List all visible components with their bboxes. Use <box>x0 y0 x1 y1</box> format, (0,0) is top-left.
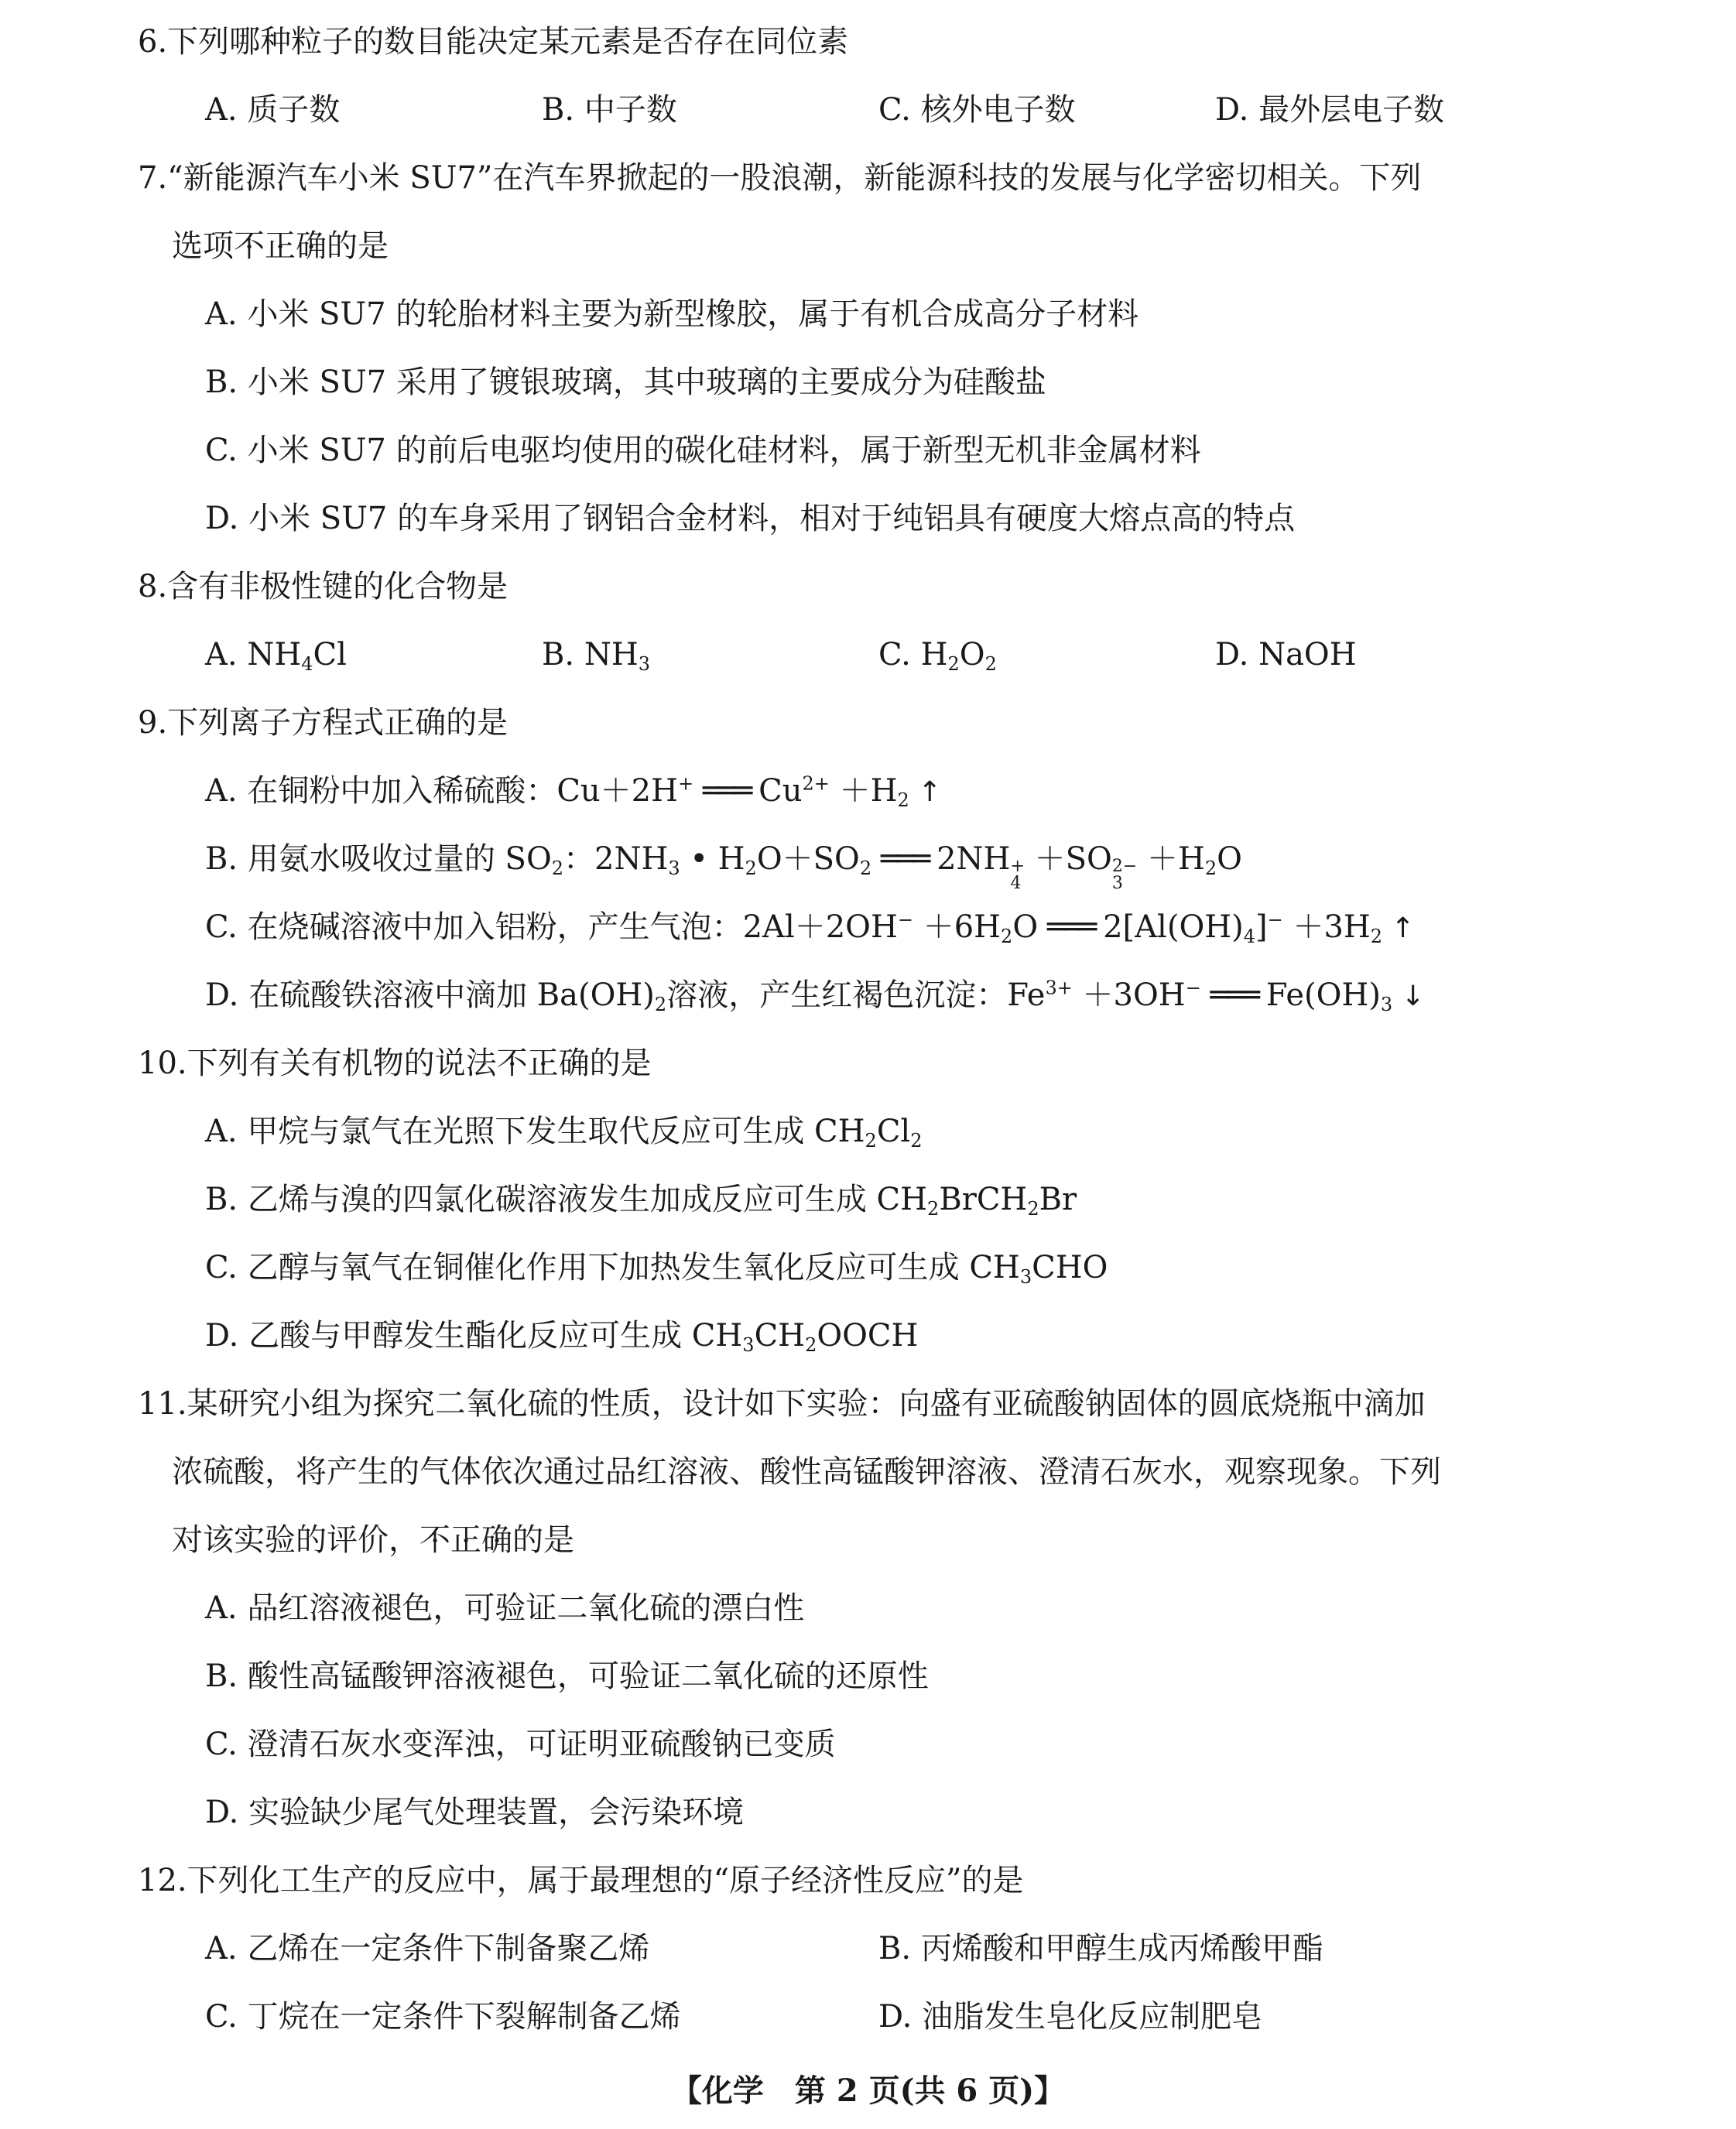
q7-stem-line1: 7.“新能源汽车小米 SU7”在汽车界掀起的一股浪潮，新能源科技的发展与化学密切相关。下列 <box>138 160 1422 196</box>
q6-option-d: D. 最外层电子数 <box>1215 92 1445 128</box>
q8-option-b: B. $NH_3$ <box>542 637 650 676</box>
q8-option-d: D. NaOH <box>1215 637 1357 673</box>
page-footer: 【化学 第 2 页(共 6 页)】 <box>670 2073 1066 2109</box>
q8-option-c: C. $H_2O_2$ <box>878 637 997 676</box>
emphasis-char: 正 • <box>265 228 296 265</box>
q12-option-b: B. 丙烯酸和甲醇生成丙烯酸甲酯 <box>878 1931 1323 1966</box>
q12-option-c: C. 丁烷在一定条件下裂解制备乙烯 <box>205 1999 681 2035</box>
q11-option-c: C. 澄清石灰水变浑浊，可证明亚硫酸钠已变质 <box>205 1727 836 1762</box>
q7-option-c: C. 小米 SU7 的前后电驱均使用的碳化硅材料，属于新型无机非金属材料 <box>205 433 1201 468</box>
q9-option-c: C. 在烧碱溶液中加入铝粉，产生气泡：$2Al+2OH^- +6H_2O$ ═══ $2[Al(OH)_4]^- +3H_2$ ↑ <box>205 909 1415 948</box>
emphasis-char: 不 • <box>497 1045 528 1082</box>
q12-option-a: A. 乙烯在一定条件下制备聚乙烯 <box>205 1931 650 1966</box>
q12-stem: 12.下列化工生产的反应中，属于最理想的“原子经济性反应”的是 <box>138 1863 1024 1898</box>
q7-option-d: D. 小米 SU7 的车身采用了钢铝合金材料，相对于纯铝具有硬度大熔点高的特点 <box>205 501 1296 536</box>
q9-option-b: B. 用氨水吸收过量的 $SO_2$：$2NH_3$ • $H_2O+SO_2$ ═══ 2NH + 4 ＋SO 2− 3 $+H_2O$ <box>205 841 1242 894</box>
q11-stem-line1: 11.某研究小组为探究二氧化硫的性质，设计如下实验：向盛有亚硫酸钠固体的圆底烧瓶中滴加 <box>138 1386 1426 1422</box>
emphasis-char: 正 • <box>450 1521 481 1559</box>
q6-option-c: C. 核外电子数 <box>878 92 1076 128</box>
q11-stem-line3: 对该实验的评价，不 •正 •确 •的是 <box>172 1521 574 1559</box>
q9-option-d: D. 在硫酸铁溶液中滴加 $Ba(OH)_2$溶液，产生红褐色沉淀：$Fe^{3+} +3OH^-$ ═══ $Fe(OH)_3$ ↓ <box>205 977 1425 1016</box>
emphasis-char: 不 • <box>419 1521 450 1559</box>
q10-option-a: A. 甲烷与氯气在光照下发生取代反应可生成 $CH_2Cl_2$ <box>205 1114 923 1152</box>
q8-option-a: A. $NH_4Cl$ <box>205 637 347 676</box>
q9-stem: 9.下列离子方程式正确的是 <box>138 705 508 741</box>
q11-stem-line2: 浓硫酸，将产生的气体依次通过品红溶液、酸性高锰酸钾溶液、澄清石灰水，观察现象。下列 <box>172 1454 1441 1490</box>
emphasis-char: 确 • <box>296 228 327 265</box>
q7-option-a: A. 小米 SU7 的轮胎材料主要为新型橡胶，属于有机合成高分子材料 <box>205 296 1139 332</box>
q6-option-a: A. 质子数 <box>205 92 341 128</box>
q10-option-b: B. 乙烯与溴的四氯化碳溶液发生加成反应可生成 $CH_2BrCH_2Br$ <box>205 1182 1077 1220</box>
q6-option-b: B. 中子数 <box>542 92 677 128</box>
emphasis-char: 确 • <box>559 1045 590 1082</box>
emphasis-char: 正 • <box>528 1045 559 1082</box>
q9-option-a: A. 在铜粉中加入稀硫酸：Cu＋2H+ ═══ $Cu^{2+} +H_2$ ↑ <box>205 772 942 812</box>
emphasis-char: 确 • <box>481 1521 512 1559</box>
q10-option-d: D. 乙酸与甲醇发生酯化反应可生成 $CH_3CH_2OOCH$ <box>205 1318 919 1357</box>
emphasis-char: 不 • <box>234 228 265 265</box>
q10-stem: 10.下列有关有机物的说法不 •正 •确 •的是 <box>138 1045 652 1082</box>
q12-option-d: D. 油脂发生皂化反应制肥皂 <box>878 1999 1263 2035</box>
q7-option-b: B. 小米 SU7 采用了镀银玻璃，其中玻璃的主要成分为硅酸盐 <box>205 365 1046 400</box>
q10-option-c: C. 乙醇与氧气在铜催化作用下加热发生氧化反应可生成 $CH_3CHO$ <box>205 1250 1108 1289</box>
q7-stem-line2: 选项不 •正 •确 •的是 <box>172 228 389 265</box>
q6-stem: 6.下列哪种粒子的数目能决定某元素是否存在同位素 <box>138 24 849 60</box>
q8-stem: 8.含有非极性键的化合物是 <box>138 569 508 604</box>
q11-option-a: A. 品红溶液褪色，可验证二氧化硫的漂白性 <box>205 1590 805 1626</box>
q11-option-b: B. 酸性高锰酸钾溶液褪色，可验证二氧化硫的还原性 <box>205 1658 929 1694</box>
q11-option-d: D. 实验缺少尾气处理装置，会污染环境 <box>205 1795 745 1830</box>
